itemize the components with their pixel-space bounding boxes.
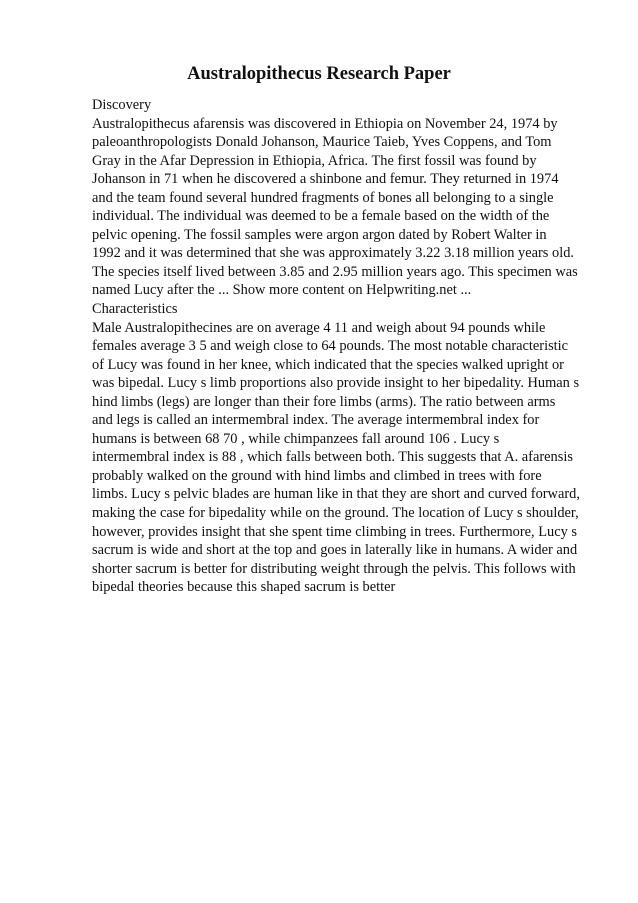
body-line: hind limbs (legs) are longer than their fore limbs (arms). The ratio between arms — [92, 393, 556, 410]
body-line: was bipedal. Lucy s limb proportions also provide insight to her bipedality. Human s — [92, 375, 580, 392]
body-line: Johanson in 71 when he discovered a shinbone and femur. They returned in 1974 — [92, 171, 559, 188]
body-line: bipedal theories because this shaped sacrum is better — [92, 579, 396, 596]
body-line: intermembral index is 88 , which falls between both. This suggests that A. afarensis — [92, 449, 573, 466]
document-title: Australopithecus Research Paper — [187, 64, 451, 84]
body-line: of Lucy was found in her knee, which indicated that the species walked upright or — [92, 356, 564, 373]
body-line: individual. The individual was deemed to be a female based on the width of the — [92, 208, 550, 225]
body-line: limbs. Lucy s pelvic blades are human like in that they are short and curved forward, — [92, 486, 580, 503]
body-line: probably walked on the ground with hind limbs and climbed in trees with fore — [92, 467, 542, 484]
body-line: shorter sacrum is better for distributing weight through the pelvis. This follows with — [92, 560, 576, 577]
body-line: humans is between 68 70 , while chimpanzees fall around 106 . Lucy s — [92, 430, 500, 447]
body-line: named Lucy after the ... Show more content on Helpwriting.net ... — [92, 282, 472, 299]
document-body — [92, 96, 586, 597]
body-line: and the team found several hundred fragments of bones all belonging to a single — [92, 189, 554, 206]
body-line: Male Australopithecines are on average 4 11 and weigh about 94 pounds while — [92, 319, 546, 336]
body-line: The species itself lived between 3.85 and 2.95 million years ago. This specimen was — [92, 263, 578, 280]
body-line: and legs is called an intermembral index. The average intermembral index for — [92, 412, 540, 429]
body-line: pelvic opening. The fossil samples were argon argon dated by Robert Walter in — [92, 226, 547, 243]
body-line: females average 3 5 and weigh close to 64 pounds. The most notable characteristic — [92, 338, 569, 355]
body-line: 1992 and it was determined that she was approximately 3.22 3.18 million years old. — [92, 245, 574, 262]
body-line: sacrum is wide and short at the top and goes in laterally like in humans. A wider and — [92, 542, 578, 559]
section-heading-discovery: Discovery — [92, 97, 152, 113]
body-line: Australopithecus afarensis was discovered in Ethiopia on November 24, 1974 by — [92, 115, 558, 132]
body-line: Gray in the Afar Depression in Ethiopia, Africa. The first fossil was found by — [92, 152, 537, 169]
body-line: making the case for bipedality while on the ground. The location of Lucy s shoulder, — [92, 505, 579, 522]
body-line: paleoanthropologists Donald Johanson, Maurice Taieb, Yves Coppens, and Tom — [92, 134, 552, 151]
body-line: however, provides insight that she spent time climbing in trees. Furthermore, Lucy s — [92, 523, 578, 540]
section-heading-characteristics: Characteristics — [92, 301, 178, 318]
